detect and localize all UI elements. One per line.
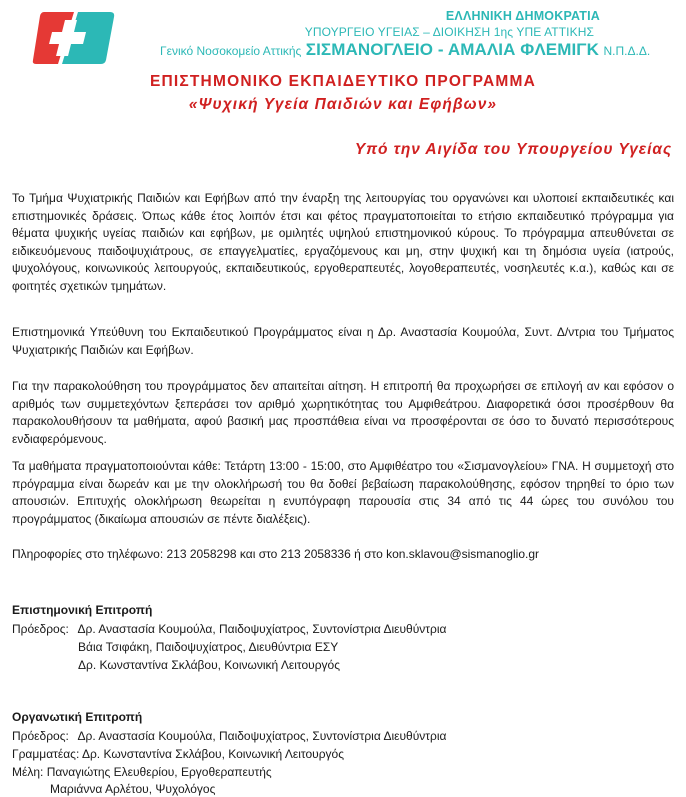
hospital-suffix: Ν.Π.Δ.Δ. [603, 44, 651, 58]
organizing-members-label: Μέλη: [12, 765, 44, 779]
header-republic: ΕΛΛΗΝΙΚΗ ΔΗΜΟΚΡΑΤΙΑ [445, 9, 600, 23]
header-ministry: ΥΠΟΥΡΓΕΙΟ ΥΓΕΙΑΣ – ΔΙΟΙΚΗΣΗ 1ης ΥΠΕ ΑΤΤΙΚΗΣ [304, 25, 594, 39]
schedule-paragraph: Τα μαθήματα πραγματοποιούνται κάθε: Τετάρτη 13:00 - 15:00, στο Αμφιθέατρο του «Σισμανογλείου» ΓΝΑ. Η συμμετοχή στο πρόγραμμα είναι δωρεάν και με την ολοκλήρωσή του θα δοθεί βεβαίωση παρακολούθησης, εφόσον τηρηθεί το όριο των απουσιών. Επιτυχής ολοκλήρωση θεωρείται η ενυπόγραφη παρουσία στις 34 από τις 44 ώρες του συνόλου του προγράμματος (δικαίωμα απουσιών σε πέντε διαλέξεις). [12, 459, 674, 526]
hospital-prefix: Γενικό Νοσοκομείο Αττικής [160, 44, 302, 58]
scientific-chair [12, 622, 446, 636]
organizing-secretary-name: Δρ. Κωνσταντίνα Σκλάβου, Κοινωνική Λειτουργός [81, 747, 344, 761]
organizing-members [12, 765, 272, 779]
scientific-chair-label: Πρόεδρος: [12, 622, 69, 636]
scientific-member-2: Δρ. Κωνσταντίνα Σκλάβου, Κοινωνική Λειτουργός [78, 658, 341, 672]
organizing-member-1: Παναγιώτης Ελευθερίου, Εργοθεραπευτής [46, 765, 272, 779]
program-subtitle: «Ψυχική Υγεία Παιδιών και Εφήβων» [188, 96, 498, 113]
organizing-chair-label: Πρόεδρος: [12, 729, 69, 743]
organizing-chair [12, 729, 446, 743]
organizing-secretary-label: Γραμματέας: [12, 747, 80, 761]
scientific-chair-name: Δρ. Αναστασία Κουμούλα, Παιδοψυχίατρος, Συντονίστρια Διευθύντρια [77, 622, 447, 636]
hospital-name: ΣΙΣΜΑΝΟΓΛΕΙΟ - ΑΜΑΛΙΑ ΦΛΕΜΙΓΚ [305, 40, 600, 59]
intro-paragraph: Το Τμήμα Ψυχιατρικής Παιδιών και Εφήβων από την έναρξη της λειτουργίας του οργανώνει και υλοποιεί εκπαιδευτικές και επιστημονικές δράσεις. Όπως κάθε έτος λοιπόν έτσι και φέτος πραγματοποιείται το ετήσιο εκπαιδευτικό πρόγραμμα για θέματα ψυχικής υγείας παιδιών και εφήβων, με ομιλητές υψηλού επιστημονικού κύρους. Το πρόγραμμα απευθύνεται σε ειδικευόμενους παιδοψυχιάτρους, σε επαγγελματίες, εργαζόμενους και μη, στην ψυχική και τη δημόσια υγεία (ιατρούς, ψυχολόγους, κοινωνικούς λειτουργούς, εκπαιδευτικούς, εργοθεραπευτές, λογοθεραπευτές, νοσηλευτές κ.α.), καθώς και σε φοιτητές σχετικών τμημάτων. [12, 191, 674, 293]
contact-paragraph: Πληροφορίες στο τηλέφωνο: 213 2058298 και στο 213 2058336 ή στο kon.sklavou@sismanoglio.gr [12, 547, 539, 561]
header-hospital [160, 40, 650, 60]
hospital-cross-logo [30, 8, 116, 68]
scientific-committee-title: Επιστημονική Επιτροπή [12, 603, 153, 617]
scientific-member-1: Βάια Τσιφάκη, Παιδοψυχίατρος, Διευθύντρια ΕΣΥ [78, 640, 339, 654]
responsible-paragraph: Επιστημονικά Υπεύθυνη του Εκπαιδευτικού Προγράμματος είναι η Δρ. Αναστασία Κουμούλα, Συντ. Δ/ντρια του Τμήματος Ψυχιατρικής Παιδιών και Εφήβων. [12, 325, 674, 357]
organizing-secretary [12, 747, 344, 761]
program-title: ΕΠΙΣΤΗΜΟΝΙΚΟ ΕΚΠΑΙΔΕΥΤΙΚΟ ΠΡΟΓΡΑΜΜΑ [149, 73, 537, 90]
attendance-paragraph: Για την παρακολούθηση του προγράμματος δεν απαιτείται αίτηση. Η επιτροπή θα προχωρήσει σε επιλογή αν και εφόσον ο αριθμός των συμμετεχόντων ξεπεράσει τον αριθμό χωρητικότητας του Αμφιθεάτρου. Διαφορετικά όσοι προσέρθουν θα παρακολουθήσουν τα μαθήματα, αφού βασική μας προσπάθεια είναι να προσφέρονται σε όσο το δυνατό περισσότερους ενδιαφερόμενους. [12, 379, 674, 446]
organizing-committee-title: Οργανωτική Επιτροπή [12, 710, 143, 724]
organizing-member-2: Μαριάννα Αρλέτου, Ψυχολόγος [50, 782, 216, 796]
organizing-chair-name: Δρ. Αναστασία Κουμούλα, Παιδοψυχίατρος, Συντονίστρια Διευθύντρια [77, 729, 447, 743]
auspices-note: Υπό την Αιγίδα του Υπουργείου Υγείας [354, 141, 672, 158]
